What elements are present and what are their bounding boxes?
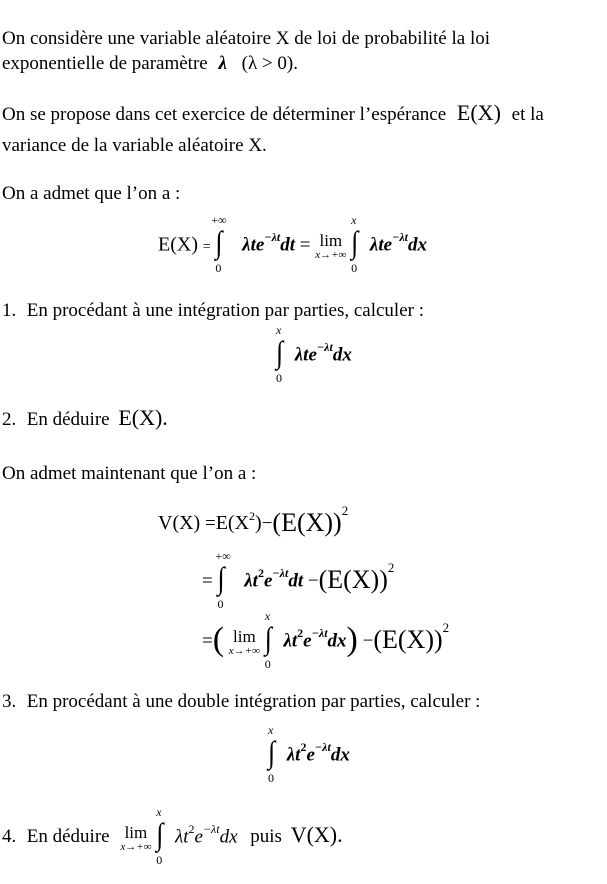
q4-integral <box>156 805 170 867</box>
q2-number: 2. <box>2 409 17 430</box>
intro-line-3-text: On se propose dans cet exercice de déterminer l’espérance <box>2 104 447 125</box>
q3-t-sup: 2 <box>300 740 307 755</box>
q4-integrand: λt <box>174 826 189 848</box>
q4-int-bot: 0 <box>156 853 163 867</box>
f1-exp: −λt <box>264 230 281 245</box>
f1-limit <box>315 232 346 261</box>
v-row3-open-paren: ( <box>212 621 225 659</box>
q1-exp: −λt <box>316 340 333 355</box>
v-row3-dx: dx <box>327 630 347 652</box>
v-eq-3: = <box>202 630 213 652</box>
v-eq-1: = <box>204 513 216 534</box>
integral-sign: ∫ <box>276 335 284 370</box>
v-row3-exp: −λt <box>311 626 328 641</box>
formula-expectation <box>158 213 427 275</box>
q3-int-top: x <box>268 723 274 737</box>
v-row3-lim: lim <box>233 626 256 646</box>
f1-lhs: E(X) <box>158 233 198 256</box>
v-row3-lim-sub: x→+∞ <box>228 644 260 657</box>
q1-integrand: λte <box>294 344 317 366</box>
f1-dx: dx <box>407 234 427 256</box>
q1-number: 1. <box>2 300 17 321</box>
lambda-symbol: λ <box>218 53 227 74</box>
variance-row-1 <box>158 503 349 537</box>
f1-int2-bot: 0 <box>351 261 358 275</box>
q4-number: 4. <box>2 826 17 848</box>
intro-line-4: variance de la variable aléatoire X. <box>2 135 267 156</box>
integral-sign: ∫ <box>351 225 359 260</box>
f1-exp-2: −λt <box>392 230 408 245</box>
q3-formula <box>268 723 350 785</box>
f1-lim: lim <box>319 230 343 250</box>
v-row2-dt: dt <box>288 570 304 592</box>
question-1 <box>2 300 424 322</box>
q4-dx: dx <box>219 826 238 848</box>
v-row3-int-top: x <box>264 609 271 623</box>
v-row3-ex-squared-sup: 2 <box>442 620 450 636</box>
v-row2-ex-squared: (E(X)) <box>318 565 388 595</box>
v-row3-ex-squared: (E(X)) <box>373 625 443 655</box>
v-row2-int-bot: 0 <box>217 597 224 611</box>
f1-int-top: +∞ <box>211 213 227 227</box>
f1-integrand-2: λte <box>369 234 393 256</box>
f1-eq: = <box>202 239 211 255</box>
intro-line-3-end: et la <box>511 104 544 125</box>
intro-line-2-text: exponentielle de paramètre <box>2 53 208 74</box>
v-lhs: V(X) <box>158 512 201 534</box>
q4-text: En déduire <box>26 826 110 848</box>
q1-text: En procédant à une intégration par parties, calculer : <box>26 300 424 321</box>
v-ex2: E(X <box>215 512 250 534</box>
q3-number: 3. <box>2 691 17 712</box>
q4-value: V(X). <box>290 822 343 848</box>
q1-int-top: x <box>276 323 282 337</box>
q1-int-bot: 0 <box>276 371 282 385</box>
v-row3-limit <box>229 628 260 657</box>
q4-limit <box>120 824 151 853</box>
v-row3-t-sup: 2 <box>297 626 304 641</box>
integral-sign: ∫ <box>215 225 223 260</box>
v-row2-integral <box>215 549 239 611</box>
v-minus-1: − <box>261 513 273 534</box>
f1-lim-sub: x→+∞ <box>315 248 347 261</box>
q4-exp: −λt <box>202 822 220 837</box>
q4-puis: puis <box>250 826 282 848</box>
f1-int-bot: 0 <box>215 261 222 275</box>
q3-integral <box>268 723 282 785</box>
q3-int-bot: 0 <box>268 771 274 785</box>
v-row3-close-paren: ) <box>346 621 358 659</box>
v-row2-int-top: +∞ <box>215 549 231 563</box>
f1-int2-top: x <box>351 213 357 227</box>
q2-value: E(X). <box>118 405 168 430</box>
q3-text: En procédant à une double intégration par parties, calculer : <box>26 691 481 712</box>
v-row3-int-bot: 0 <box>264 657 271 671</box>
v-ex2-close: ) <box>255 512 262 534</box>
f1-integral-2 <box>351 213 365 275</box>
q4-lim-sub: x→+∞ <box>120 840 152 853</box>
question-4 <box>2 805 343 867</box>
q3-e: e <box>306 744 315 766</box>
intro-line-5: On a admet que l’on a : <box>2 183 181 204</box>
v-row2-ex-squared-sup: 2 <box>387 560 395 576</box>
q4-t-sup: 2 <box>188 822 195 837</box>
integral-sign: ∫ <box>268 735 276 770</box>
v-row2-exp: −λt <box>272 566 289 581</box>
v-minus-2: − <box>307 570 319 592</box>
v-minus-3: − <box>362 630 374 652</box>
q1-dx: dx <box>332 344 352 366</box>
lambda-condition: (λ > 0). <box>241 53 299 74</box>
q3-integrand: λt <box>286 744 301 766</box>
integral-sign: ∫ <box>156 817 164 852</box>
f1-integrand: λte <box>242 234 265 256</box>
f1-eq2: = <box>299 234 311 256</box>
v-ex-squared-sup: 2 <box>341 503 349 518</box>
q4-lim: lim <box>124 822 148 842</box>
intro-2: On admet maintenant que l’on a : <box>2 463 257 484</box>
question-3 <box>2 691 480 713</box>
q2-text: En déduire <box>26 409 110 430</box>
question-2 <box>2 407 168 431</box>
q1-integral <box>276 323 290 385</box>
intro-line-1: On considère une variable aléatoire X de loi de probabilité la loi <box>2 28 491 49</box>
v-eq-2: = <box>202 570 213 592</box>
variance-row-2 <box>202 549 395 611</box>
q1-formula <box>276 323 352 385</box>
q4-e: e <box>194 826 203 848</box>
q3-exp: −λt <box>314 740 331 755</box>
v-row2-integrand: λt <box>244 570 258 592</box>
v-row3-e: e <box>303 630 312 652</box>
q3-dx: dx <box>330 744 350 766</box>
variance-row-3 <box>202 609 450 671</box>
integral-sign: ∫ <box>217 561 225 596</box>
v-ex-squared: (E(X)) <box>272 508 342 537</box>
integral-sign: ∫ <box>264 621 272 656</box>
v-row2-t-sup: 2 <box>257 566 264 581</box>
f1-dt: dt <box>280 234 296 256</box>
f1-integral <box>211 213 237 275</box>
v-ex2-sup: 2 <box>249 509 256 523</box>
v-row3-integrand: λt <box>283 630 298 652</box>
q4-int-top: x <box>156 805 162 819</box>
expectation-symbol: E(X) <box>456 100 501 125</box>
v-row2-e: e <box>263 570 273 592</box>
v-row3-integral <box>264 609 279 671</box>
intro-line-2 <box>2 53 298 75</box>
intro-line-3 <box>2 102 544 126</box>
